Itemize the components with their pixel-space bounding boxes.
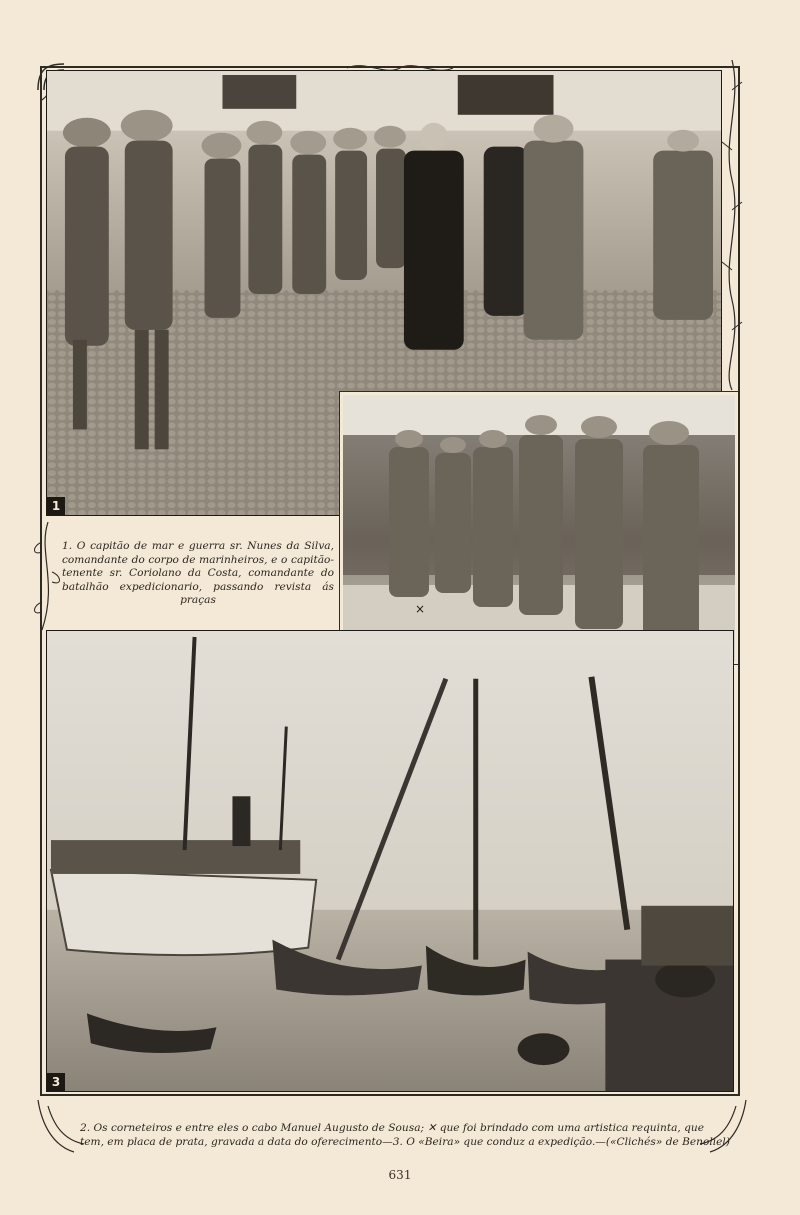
page-number: 631 bbox=[388, 1168, 412, 1182]
photo-number-badge: 3 bbox=[47, 1073, 65, 1091]
photo-ship-beira bbox=[46, 630, 734, 1092]
photo-number-badge: 1 bbox=[47, 497, 65, 515]
caption-photo-1: 1. O capitão de mar e guerra sr. Nunes da Silva, comandante do corpo de marinheiros, e o capitão-tenente sr. Coriolano da Costa, comandante do batalhão expedicionario, passando revista ás praças bbox=[62, 540, 334, 607]
svg-text:×: × bbox=[415, 602, 426, 616]
photo-buglers bbox=[340, 392, 738, 664]
caption-photos-2-3: 2. Os corneteiros e entre eles o cabo Manuel Augusto de Sousa; ✕ que foi brindado com uma artistica requinta, que tem, em placa de prata, gravada a data do oferecimento—3. O «Beira» que conduz a expedição.—(«Clichés» de Benoliel) bbox=[80, 1122, 730, 1148]
